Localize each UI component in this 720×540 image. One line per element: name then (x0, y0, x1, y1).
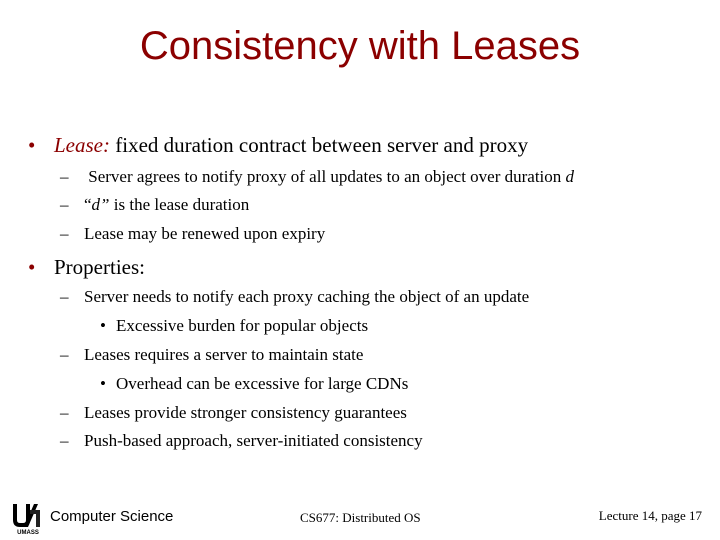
sub-item-push (60, 430, 423, 452)
duration-variable: d” (91, 195, 110, 214)
dash-marker: – (60, 345, 69, 364)
bullet-marker: • (28, 133, 36, 157)
bullet-properties (28, 254, 145, 280)
sub-item-state (60, 344, 363, 366)
bullet-marker: • (28, 255, 36, 279)
bullet-marker: • (100, 374, 106, 393)
sub-item-notify (60, 166, 574, 188)
dash-marker: – (60, 431, 69, 450)
lease-definition: fixed duration contract between server and proxy (110, 133, 529, 157)
sub-sub-item-text: Overhead can be excessive for large CDNs (116, 374, 409, 393)
sub-sub-item-burden (100, 315, 368, 337)
sub-item-guarantees (60, 402, 407, 424)
dash-marker: – (60, 224, 69, 243)
sub-item-duration (60, 194, 249, 216)
sub-item-text: Leases requires a server to maintain state (84, 345, 364, 364)
dash-marker: – (60, 167, 69, 186)
sub-item-text: Server agrees to notify proxy of all updates to an object over duration (84, 167, 566, 186)
lecture-page-label: Lecture 14, page 17 (598, 508, 702, 523)
sub-item-text: Leases provide stronger consistency guarantees (84, 403, 407, 422)
slide-footer (0, 500, 720, 536)
properties-label: Properties: (54, 255, 145, 279)
lease-term: Lease: (54, 133, 110, 157)
sub-item-text: Push-based approach, server-initiated consistency (84, 431, 423, 450)
dash-marker: – (60, 195, 69, 214)
dash-marker: – (60, 403, 69, 422)
sub-sub-item-overhead (100, 373, 408, 395)
logo-text: UMASS (17, 530, 39, 536)
course-label: CS677: Distributed OS (300, 510, 421, 525)
duration-variable: d (565, 167, 575, 186)
sub-item-text: Server needs to notify each proxy caching the object of an update (84, 287, 530, 306)
sub-item-text: is the lease duration (109, 195, 250, 214)
bullet-lease (28, 132, 528, 158)
sub-item-renew (60, 223, 325, 245)
bullet-marker: • (100, 316, 106, 335)
quote-open: “ (84, 195, 92, 214)
department-label: Computer Science (50, 508, 174, 525)
slide-title: Consistency with Leases (139, 24, 581, 68)
dash-marker: – (60, 287, 69, 306)
umass-logo (10, 500, 46, 536)
sub-item-notify-proxy (60, 286, 529, 308)
sub-item-text: Lease may be renewed upon expiry (84, 224, 326, 243)
sub-sub-item-text: Excessive burden for popular objects (116, 316, 369, 335)
